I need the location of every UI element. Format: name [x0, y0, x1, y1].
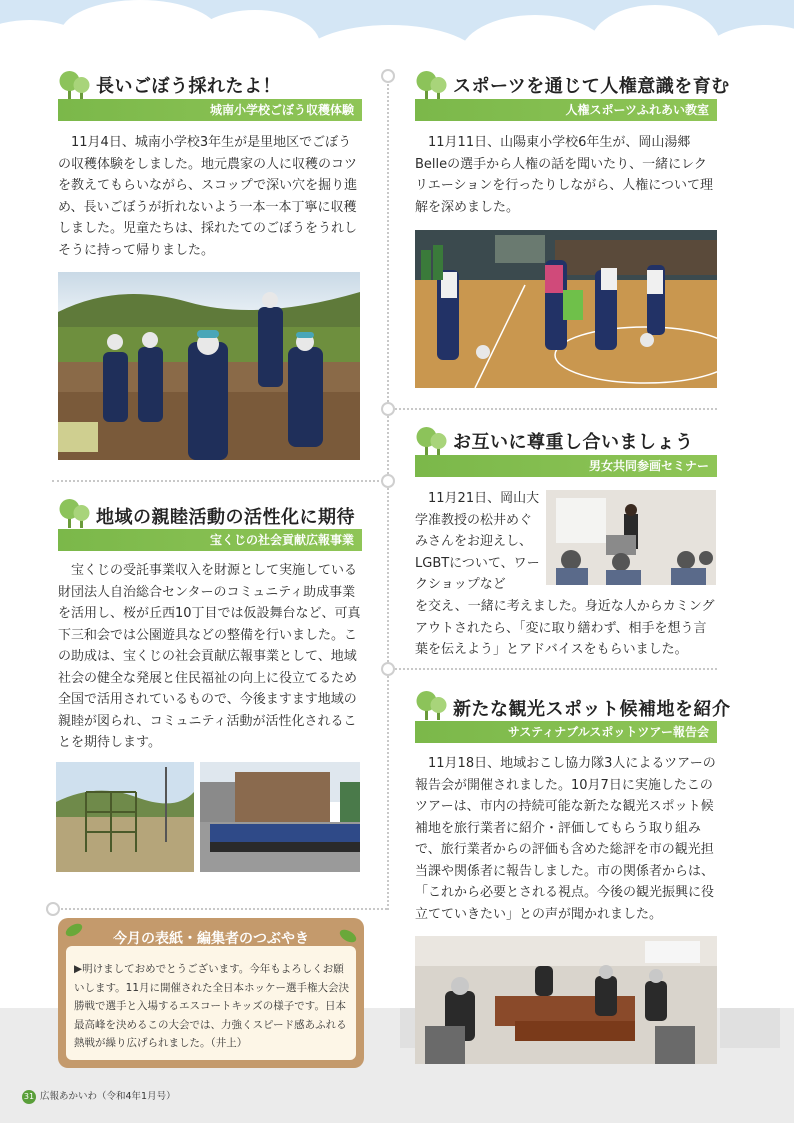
page-footer: [22, 1088, 176, 1104]
divider-node: [381, 402, 395, 416]
photo-temporary-stage: [200, 762, 360, 872]
section-body: 11月11日、山陽東小学校6年生が、岡山湯郷Belleの選手から人権の話を聞いたり、一緒にレクリエーションを行ったりしながら、人権について理解を深めました。: [415, 135, 713, 215]
tree-icon: [58, 68, 92, 102]
photo-report-meeting: [415, 936, 717, 1064]
divider-node: [381, 474, 395, 488]
divider-horizontal: [387, 408, 717, 410]
section-subtitle-bar: 人権スポーツふれあい教室: [415, 99, 717, 121]
divider-horizontal: [387, 668, 717, 670]
section-body: を交え、一緒に考えました。身近な人からカミングアウトされたら、「変に取り繕わず、相手を想う言葉を伝えよう」とアドバイスをもらいました。: [415, 599, 715, 657]
divider-vertical: [387, 75, 389, 910]
divider-horizontal: [52, 480, 387, 482]
tree-icon: [415, 424, 449, 458]
editor-note-text: ▶明けましておめでとうございます。今年もよろしくお願いします。11月に開催された全日本ホッケー選手権大会決勝戦で選手と入場するエスコートキッズの様子です。日本最高峰を決めるこの大会では、力強くスピード感あふれる熱戦が繰り広げられました。（井上）: [74, 963, 350, 1049]
section-body-side: 11月21日、岡山大学准教授の松井めぐみさんをお迎えし、LGBTについて、ワークショップなど: [415, 491, 540, 592]
section-title: スポーツを通じて人権意識を育む: [453, 76, 730, 97]
page-number: 31: [22, 1090, 36, 1104]
photo-sports-class: [415, 230, 717, 388]
section-body: 11月4日、城南小学校3年生が是里地区でごぼうの収穫体験をしました。地元農家の人に収穫のコツを教えてもらいながら、スコップで深い穴を掘り進め、長いごぼうが折れないよう一本一本丁寧に収穫しました。児童たちは、採れたてのごぼうをうれしそうに持って帰りました。: [58, 135, 358, 258]
section-subtitle-bar: サスティナブルスポットツアー報告会: [415, 721, 717, 743]
section-title: 長いごぼう採れたよ！: [96, 76, 281, 97]
section-title: 新たな観光スポット候補地を紹介: [453, 699, 731, 720]
divider-node: [381, 662, 395, 676]
photo-playground: [56, 762, 194, 872]
section-subtitle-bar: 男女共同参画セミナー: [415, 455, 717, 477]
section-body: 宝くじの受託事業収入を財源として実施している財団法人自治総合センターのコミュニティ助成事業を活用し、桜が丘西10丁目では仮設舞台など、可真下三和会では公園遊具などの整備を行いました。この助成は、宝くじの社会貢献広報事業として、地域社会の健全な発展と住民福祉の向上に役立てるため全国で活用されているもので、今後ますます地域の親睦が図られ、コミュニティ活動が活性化されることを期待します。: [58, 563, 361, 750]
section-title: お互いに尊重し合いましょう: [453, 432, 694, 453]
tree-icon: [415, 68, 449, 102]
publication-label: 広報あかいわ（令和4年1月号）: [40, 1091, 176, 1102]
section-body: 11月18日、地域おこし協力隊3人によるツアーの報告会が開催されました。10月7日に実施したこのツアーは、市内の持続可能な新たな観光スポット候補地を旅行業者に紹介・評価してもらう取り組みで、旅行業者からの評価も含めた総評を市の観光担当課や関係者に報告しました。市の関係者からは、「これから必要とされる視点。今後の観光振興に役立てていきたい」との声が聞かれました。: [415, 756, 716, 922]
tree-icon: [415, 688, 449, 722]
photo-burdock-harvest: [58, 272, 360, 460]
editor-note-title: 今月の表紙・編集者のつぶやき: [113, 931, 309, 947]
tree-icon: [58, 496, 92, 530]
photo-seminar: [546, 490, 716, 585]
section-title: 地域の親睦活動の活性化に期待: [96, 507, 355, 528]
divider-horizontal: [52, 908, 387, 910]
divider-node: [46, 902, 60, 916]
divider-node: [381, 69, 395, 83]
section-subtitle-bar: 城南小学校ごぼう収穫体験: [58, 99, 362, 121]
section-subtitle-bar: 宝くじの社会貢献広報事業: [58, 529, 362, 551]
